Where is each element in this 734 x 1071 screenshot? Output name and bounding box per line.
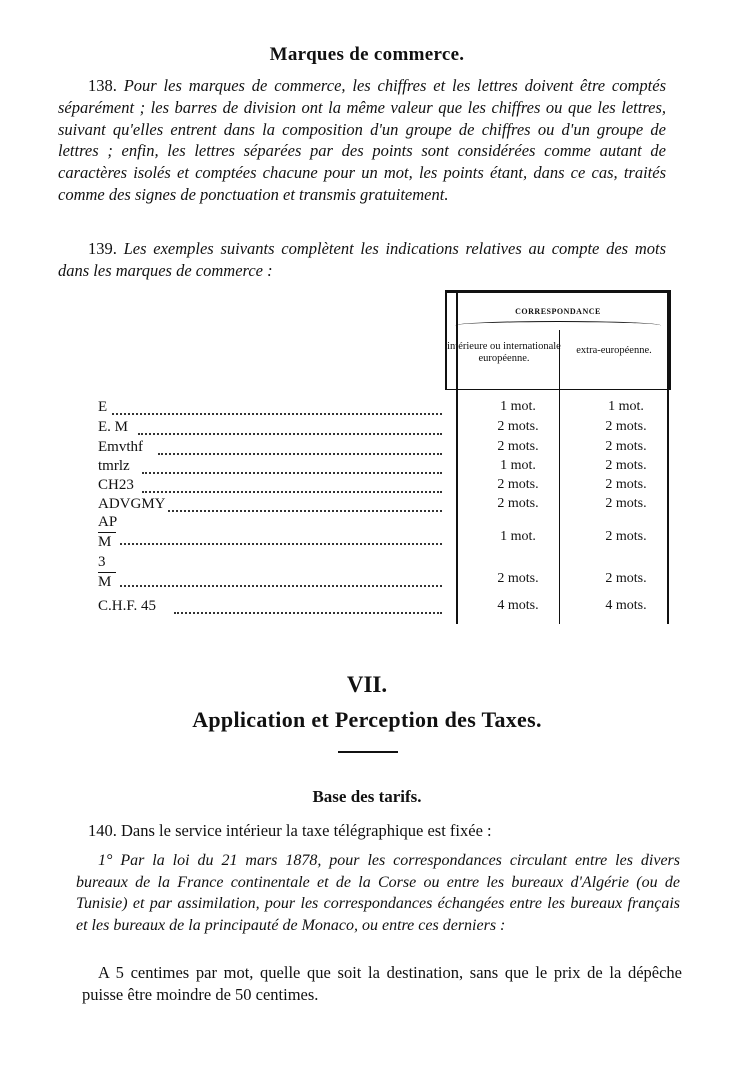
table-row [78, 529, 668, 549]
fraction-numerator: 3 [98, 554, 106, 570]
fraction-denominator: M [98, 574, 112, 590]
row-label: C.H.F. 45 [98, 598, 156, 614]
value-interieure: 2 mots. [497, 439, 539, 454]
paragraph-text: Pour les marques de commerce, les chiffres et les lettres doivent être comptés séparément ; les barres de division ont la même valeur que les chiffres ou que les lettres, suivant qu'elles entrent dans la composition d'un groupe de chiffres ou d'un groupe de lettres ; enfin, les lettres séparées par des points sont considérées comme autant de caractères isolés et comptées chacune pour un mot, les points étant, dans ce cas, traités comme des signes de ponctuation et transmis gratuitement. [58, 76, 666, 204]
value-interieure: 2 mots. [497, 477, 539, 492]
leader-dots [168, 500, 442, 512]
paragraph-139 [58, 238, 666, 282]
row-label: E [98, 399, 108, 415]
paragraph-140 [58, 820, 668, 842]
value-extra: 4 mots. [605, 598, 647, 613]
row-label: E. M [98, 419, 128, 435]
table-header-brace [455, 321, 661, 330]
paragraph-number: 140. [88, 821, 117, 840]
leader-dots [174, 602, 442, 614]
value-extra: 1 mot. [608, 399, 644, 414]
section-heading-marques: Marques de commerce. [269, 44, 465, 65]
table-title: CORRESPONDANCE [515, 307, 601, 316]
paragraph-140-item-1 [76, 850, 680, 936]
section-heading-base: Base des tarifs. [312, 787, 422, 806]
leader-dots [158, 443, 442, 455]
leader-dots [112, 403, 442, 415]
row-label: tmrlz [98, 458, 130, 474]
paragraph-text: Dans le service intérieur la taxe télégraphique est fixée : [121, 821, 492, 840]
item-text: 1° Par la loi du 21 mars 1878, pour les correspondances circulant entre les divers bureaux de la France continentale et de la Corse ou entre les bureaux d'Algérie (ou de Tunisie) et par assimilation, pour les correspondances échangées entre les bureaux français et les bureaux de la principauté de Monaco, ou entre ces derniers : [76, 852, 680, 934]
table-row [78, 571, 668, 591]
row-label: ADVGMY [98, 496, 166, 512]
table-row [78, 439, 668, 459]
value-extra: 2 mots. [605, 439, 647, 454]
leader-dots [120, 533, 442, 545]
value-extra: 2 mots. [605, 458, 647, 473]
section-separator [338, 751, 398, 753]
column-header-interieure: intérieure ou internationale européenne. [447, 341, 561, 364]
table-row [78, 458, 668, 478]
value-extra: 2 mots. [605, 477, 647, 492]
leader-dots [138, 423, 442, 435]
value-extra: 2 mots. [605, 419, 647, 434]
rate-text: A 5 centimes par mot, quelle que soit la destination, sans que le prix de la dépêche puisse être moindre de 50 centimes. [82, 963, 682, 1004]
fraction-numerator: AP [98, 514, 118, 530]
row-label: Emvthf [98, 439, 143, 455]
row-label: CH23 [98, 477, 134, 493]
value-interieure: 1 mot. [500, 399, 536, 414]
section-number-vii: VII. [346, 672, 388, 697]
paragraph-140-rate [82, 962, 682, 1006]
table-header [445, 290, 671, 390]
value-extra: 2 mots. [605, 496, 647, 511]
table-row [78, 477, 668, 497]
table-row [78, 399, 668, 419]
value-interieure: 4 mots. [497, 598, 539, 613]
table-row [78, 419, 668, 439]
table-row [78, 598, 668, 618]
value-extra: 2 mots. [605, 571, 647, 586]
column-header-extra: extra-européenne. [576, 345, 652, 356]
value-extra: 2 mots. [605, 529, 647, 544]
section-title-application: Application et Perception des Taxes. [192, 707, 542, 732]
leader-dots [120, 575, 442, 587]
leader-dots [142, 481, 442, 493]
fraction-denominator: M [98, 534, 112, 550]
paragraph-text: Les exemples suivants complètent les indications relatives au compte des mots dans les marques de commerce : [58, 239, 666, 280]
leader-dots [142, 462, 442, 474]
value-interieure: 2 mots. [497, 571, 539, 586]
table-row [78, 496, 668, 516]
value-interieure: 1 mot. [500, 458, 536, 473]
value-interieure: 2 mots. [497, 419, 539, 434]
paragraph-138 [58, 75, 666, 206]
paragraph-number: 139. [88, 239, 117, 258]
paragraph-number: 138. [88, 76, 117, 95]
value-interieure: 2 mots. [497, 496, 539, 511]
value-interieure: 1 mot. [500, 529, 536, 544]
